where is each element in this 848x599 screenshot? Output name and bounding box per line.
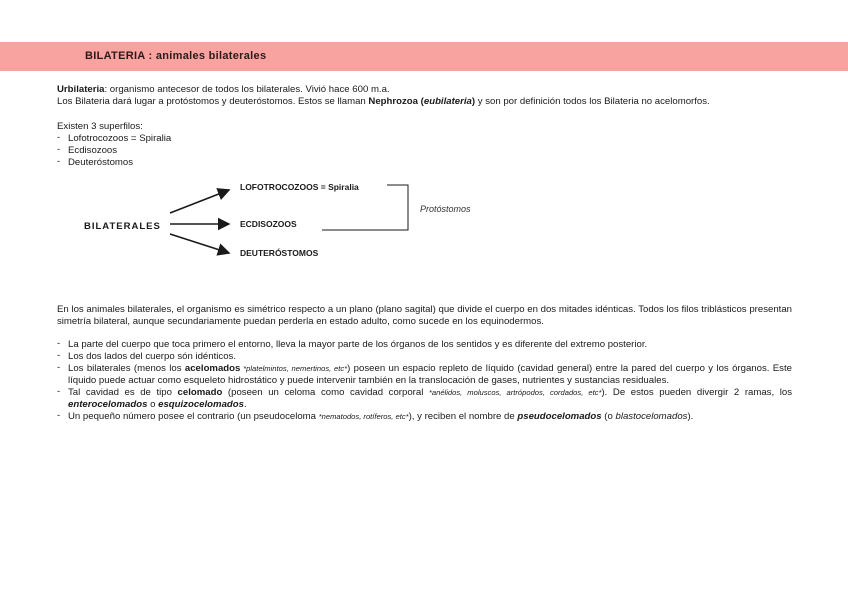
list-item: - Tal cavidad es de tipo celomado (poseen un celoma como cavidad corporal *anélidos, moluscos, artrópodos, cordados, etc*). De estos pueden divergir 2 ramas, los enterocelomados o esquizocelomados. xyxy=(57,387,792,411)
list-item: - Lofotrocozoos = Spiralia xyxy=(57,133,792,145)
arrow-to-lofotrocozoos xyxy=(170,190,229,213)
nephrozoa-term: Nephrozoa (eubilateria) xyxy=(368,96,476,107)
characteristics-section xyxy=(57,339,792,423)
protostomos-label: Protóstomos xyxy=(420,204,471,214)
nephrozoa-text-b: y son por definición todos los Bilateria no acelomorfos. xyxy=(475,96,710,107)
list-item: - Un pequeño número posee el contrario (un pseudoceloma *nematodos, rotíferos, etc*), y reciben el nombre de pseudocelomados (o blastocelomados). xyxy=(57,411,792,423)
arrow-to-deuterostomos xyxy=(170,234,229,253)
list-item: - Ecdisozoos xyxy=(57,145,792,157)
superphyla-heading: Existen 3 superfilos: xyxy=(57,121,143,132)
list-item: - Los bilaterales (menos los acelomados *platelmintos, nemertinos, etc*) poseen un espacio repleto de líquido (cavidad general) entre la pared del cuerpo y los órganos. Este líquido puede actuar como esqueleto hidrostático y puede intervenir también en la translocación de gases, nutrientes y sustancias residuales. xyxy=(57,363,792,387)
urbilateria-term: Urbilateria xyxy=(57,84,105,95)
list-item: - Deuteróstomos xyxy=(57,157,792,169)
nephrozoa-text-a: Los Bilateria dará lugar a protóstomos y deuteróstomos. Estos se llaman xyxy=(57,96,369,107)
list-item: - La parte del cuerpo que toca primero el entorno, lleva la mayor parte de los órganos de los sentidos y es diferente del extremo posterior. xyxy=(57,339,792,351)
diagram-branch-ecdisozoos: ECDISOZOOS xyxy=(240,219,297,229)
characteristics-list xyxy=(57,339,792,423)
symmetry-paragraph: En los animales bilaterales, el organismo es simétrico respecto a un plano (plano sagital) que divide el cuerpo en dos mitades idénticas. Todos los filos triblásticos presentan simetría bilateral, aunque secundariamente puedan perderla en estado adulto, como sucede en los equinodermos. xyxy=(57,304,792,327)
diagram-branch-lofotrocozoos: LOFOTROCOZOOS = Spiralia xyxy=(240,182,359,192)
list-item: - Los dos lados del cuerpo són idénticos. xyxy=(57,351,792,363)
diagram-branch-deuterostomos: DEUTERÓSTOMOS xyxy=(240,248,319,258)
urbilateria-text: : organismo antecesor de todos los bilaterales. Vivió hace 600 m.a. xyxy=(104,84,390,95)
diagram-root-label: BILATERALES xyxy=(84,221,161,232)
page-title: BILATERIA : animales bilaterales xyxy=(85,50,267,62)
